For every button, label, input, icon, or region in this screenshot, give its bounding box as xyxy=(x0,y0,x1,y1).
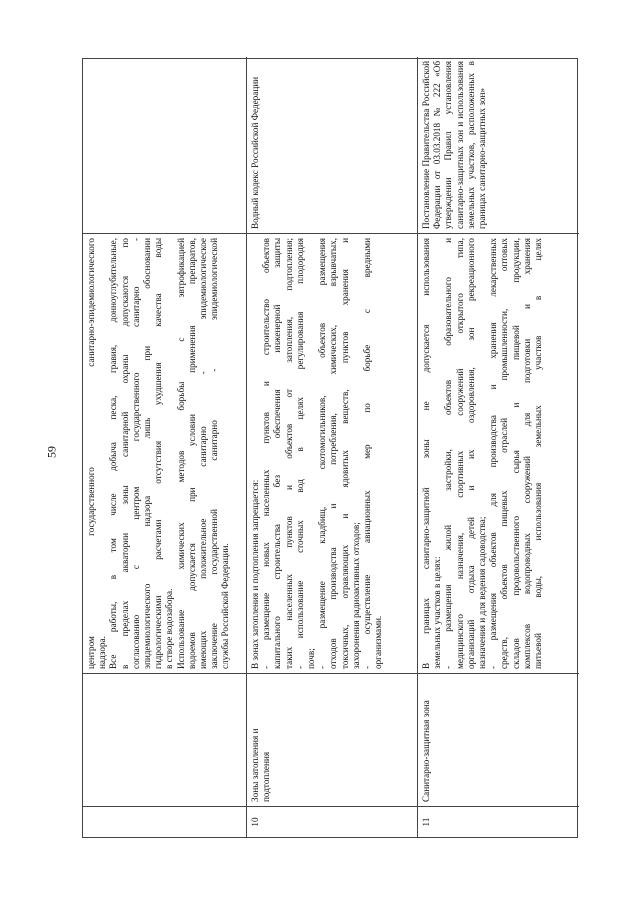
text-line: водоемов допускается при условии применения препаратов, xyxy=(186,238,197,669)
text-line: токсичных, отравляющих и ядовитых веществ, пунктов хранения и xyxy=(339,238,350,669)
text-line: медицинского назначения, спортивных сооружений открытого типа, xyxy=(454,238,465,669)
text-line: отходов производства и потребления, химических, взрывчатых, xyxy=(328,238,339,669)
zones-table xyxy=(82,58,578,838)
text-line: центром государственного санитарно-эпидемиологического xyxy=(86,238,96,669)
table-row xyxy=(417,57,579,837)
page-number: 59 xyxy=(44,446,59,458)
reference-cell: Водный кодекс Российской Федерации xyxy=(247,57,417,234)
text-line: эпидемиологического надзора лишь при обосновании xyxy=(142,238,153,669)
text-line: Использование химических методов борьбы с эвтрофикацией xyxy=(175,238,186,669)
restrictions-cell xyxy=(418,234,579,674)
text-line: Все работы, в том числе добыча песка, гравия, донноуглубительные, xyxy=(108,238,119,669)
text-line: заключение государственной санитарно - эпидемиологической xyxy=(209,238,220,669)
table-row xyxy=(246,57,417,837)
reference-cell: Постановление Правительства Российской Федерации от 03.03.2018 № 222 «Об утверждении Правил установления санитарно-защитных зон и использования земельных участков, расположенных в границах санитарно-защитных зон» xyxy=(418,57,579,234)
text-line: назначения и для ведения садоводства; xyxy=(477,516,488,669)
zone-name-cell: Санитарно-защитная зона xyxy=(418,674,579,807)
text-line: - использование сточных вод в целях регулирования плодородия xyxy=(294,238,305,669)
zone-name-cell xyxy=(83,674,246,807)
text-line: в створе водозабора. xyxy=(164,588,175,669)
text-line: имеющих положительное санитарно - эпидемиологическое xyxy=(198,238,209,669)
text-line: согласованию с центром государственного санитарно - xyxy=(130,238,141,669)
text-line: складов продовольственного сырья и пищевой продукции, xyxy=(510,238,521,669)
text-line: - размещение кладбищ, скотомогильников, объектов размещения xyxy=(317,238,328,669)
text-line: средств, объектов пищевых отраслей промышленности, оптовых xyxy=(499,238,510,669)
text-line: почв; xyxy=(306,648,317,669)
text-line: захоронения радиоактивных отходов; xyxy=(350,522,361,669)
text-line: в пределах акватории зоны санитарной охраны допускаются по xyxy=(119,238,130,669)
text-line: питьевой воды, использования земельных участков в целях xyxy=(533,238,544,669)
restrictions-cell xyxy=(83,234,246,674)
text-line: таких населенных пунктов и объектов от затопления, подтопления; xyxy=(283,238,294,669)
row-number-cell: 11 xyxy=(421,817,431,827)
text-line: - размещения объектов для производства и хранения лекарственных xyxy=(488,238,499,669)
text-line: комплексов водопроводных сооружений для подготовки и хранения xyxy=(521,238,532,669)
text-line: организмами. xyxy=(373,615,384,669)
text-line: надзора. xyxy=(97,636,108,669)
text-line: службы Российской Федерации. xyxy=(220,543,231,669)
text-line: организаций отдыха детей и их оздоровления, зон рекреационного xyxy=(465,238,476,669)
text-line: В границах санитарно-защитной зоны не допускается использования xyxy=(421,238,431,669)
text-line: земельных участков в целях: xyxy=(432,556,443,669)
text-line: - осуществление авиационных мер по борьбе с вредными xyxy=(362,238,373,669)
text-line: капитального строительства без обеспечения инженерной защиты xyxy=(272,238,283,669)
row-number-cell xyxy=(83,807,246,837)
reference-cell xyxy=(83,57,246,234)
zone-name-cell: Зоны затопления и подтопления xyxy=(247,674,417,807)
text-line: В зонах затопления и подтопления запрещается: xyxy=(250,479,260,669)
row-number-cell: 10 xyxy=(250,817,260,827)
text-line: гидрологическими расчетами отсутствия ухудшения качества воды xyxy=(153,238,164,669)
restrictions-cell xyxy=(247,234,417,674)
text-line: - размещение новых населенных пунктов и строительство объектов xyxy=(261,238,272,669)
table-row xyxy=(83,57,246,837)
text-line: - размещения жилой застройки, объектов образовательного и xyxy=(443,238,454,669)
